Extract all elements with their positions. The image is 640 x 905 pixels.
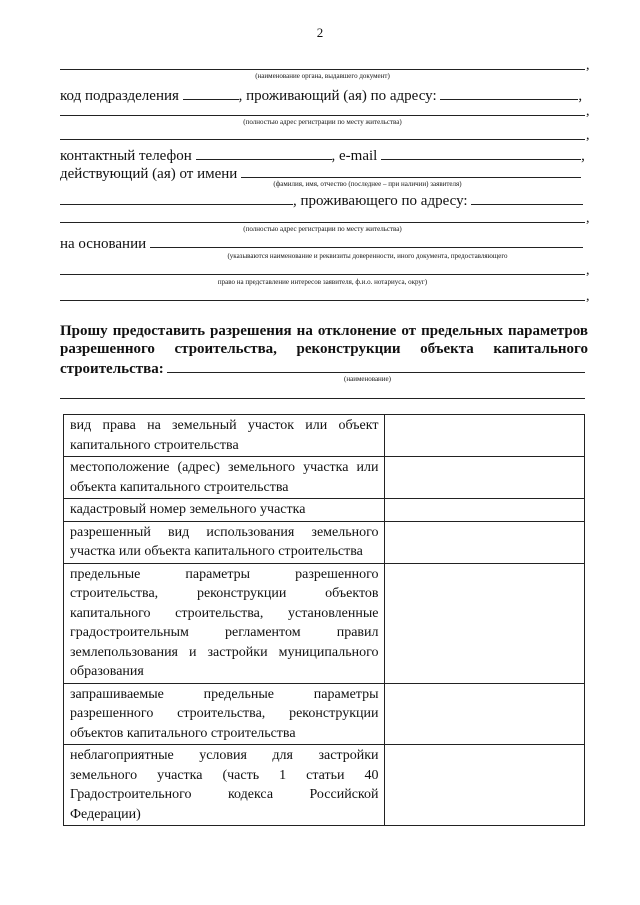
residing-row — [60, 190, 590, 210]
table-row-label: вид права на земельный участок или объект капитального строительства — [64, 415, 385, 457]
phone-label: контактный телефон — [60, 148, 192, 164]
table-row-value[interactable] — [384, 415, 585, 457]
table-row-value[interactable] — [384, 683, 585, 745]
request-line-3-text: строительства: — [60, 361, 164, 377]
address-line-2[interactable] — [60, 139, 585, 140]
table-row — [64, 745, 585, 826]
caption-name: (наименование) — [344, 375, 391, 383]
object-name-line[interactable] — [60, 398, 585, 399]
request-line-1: Прошу предоставить разрешения на отклонение от предельных параметров — [60, 323, 588, 339]
representative-field[interactable] — [60, 190, 293, 205]
table-row-label: запрашиваемые предельные параметры разрешенного строительства, реконструкции объектов капитального строительства — [64, 683, 385, 745]
comma: , — [581, 148, 585, 164]
table-row-value[interactable] — [384, 521, 585, 563]
dept-code-row — [60, 85, 590, 105]
table-row — [64, 563, 585, 683]
caption-address: (полностью адрес регистрации по месту жительства) — [243, 118, 402, 126]
table-row-value[interactable] — [384, 563, 585, 683]
acting-label: действующий (ая) от имени — [60, 166, 238, 182]
table-row — [64, 683, 585, 745]
email-label: , e-mail — [331, 148, 378, 164]
basis-label: на основании — [60, 236, 147, 252]
table-row-label: предельные параметры разрешенного строительства, реконструкции объектов капитального строительства, установленные градостроительным регламентом правил землепользования и застройки муниципального образования — [64, 563, 385, 683]
address-line[interactable] — [60, 115, 585, 116]
caption-doc1: (указываются наименование и реквизиты доверенности, иного документа, предоставляющего — [227, 252, 508, 260]
comma: , — [578, 88, 583, 104]
dept-code-label: код подразделения — [60, 88, 179, 104]
table-row — [64, 457, 585, 499]
dept-code-field[interactable] — [183, 85, 239, 100]
caption-organ: (наименование органа, выдавшего документ) — [255, 72, 390, 80]
basis-line[interactable] — [60, 274, 585, 275]
table-row-value[interactable] — [384, 499, 585, 522]
comma: , — [586, 289, 590, 304]
email-field[interactable] — [381, 145, 581, 160]
phone-row — [60, 145, 590, 165]
address2-field[interactable] — [471, 190, 583, 205]
table-row — [64, 499, 585, 522]
comma: , — [586, 128, 590, 143]
table-row-label: разрешенный вид использования земельного участка или объекта капитального строительства — [64, 521, 385, 563]
comma: , — [586, 104, 590, 119]
page-number: 2 — [316, 25, 324, 40]
caption-fio: (фамилия, имя, отчество (последнее – при наличии) заявителя) — [273, 180, 462, 188]
table-row-label: неблагоприятные условия для застройки земельного участка (часть 1 статьи 40 Градостроительного кодекса Российской Федерации) — [64, 745, 385, 826]
basis-line-2[interactable] — [60, 300, 585, 301]
address2-line[interactable] — [60, 222, 585, 223]
parameters-table — [63, 414, 585, 826]
acting-field[interactable] — [241, 163, 581, 178]
basis-field[interactable] — [150, 233, 583, 248]
request-line-2: разрешенного строительства, реконструкции объекта капитального — [60, 341, 588, 357]
organ-line[interactable] — [60, 69, 585, 70]
comma: , — [586, 211, 590, 226]
address-field[interactable] — [440, 85, 578, 100]
table-row — [64, 521, 585, 563]
table-row-value[interactable] — [384, 745, 585, 826]
residing-label: , проживающий (ая) по адресу: — [238, 88, 437, 104]
caption-doc2: право на представление интересов заявителя, ф.и.о. нотариуса, округ) — [217, 278, 428, 286]
table-row-value[interactable] — [384, 457, 585, 499]
comma: , — [586, 263, 590, 278]
object-name-field[interactable] — [167, 358, 585, 373]
residing2-label: , проживающего по адресу: — [293, 193, 468, 209]
comma: , — [586, 58, 590, 73]
phone-field[interactable] — [196, 145, 332, 160]
table-row-label: кадастровый номер земельного участка — [64, 499, 385, 522]
table-row — [64, 415, 585, 457]
table-row-label: местоположение (адрес) земельного участка или объекта капитального строительства — [64, 457, 385, 499]
caption-address2: (полностью адрес регистрации по месту жительства) — [243, 225, 402, 233]
basis-row — [60, 233, 590, 253]
